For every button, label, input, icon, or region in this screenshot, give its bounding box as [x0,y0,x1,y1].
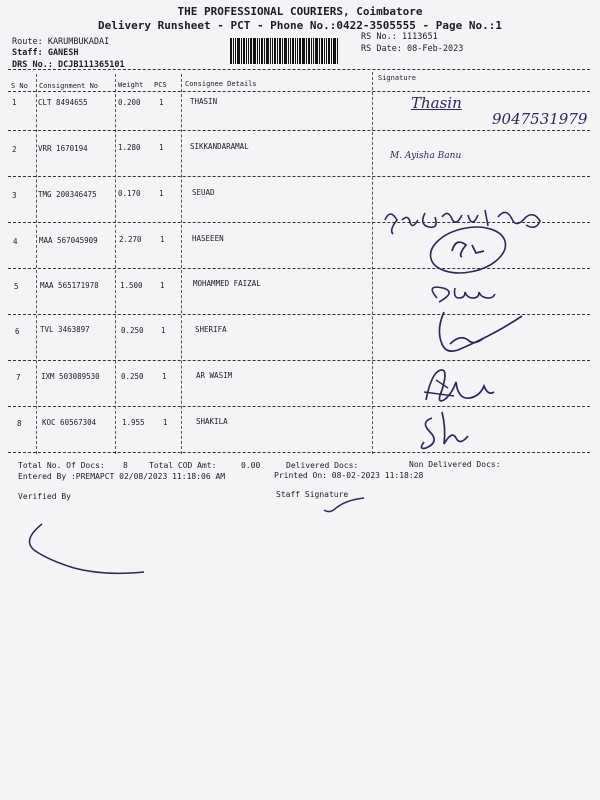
entered-by: Entered By :PREMAPCT 02/08/2023 11:18:06 AM [18,472,226,481]
barcode-bar [243,38,245,64]
row-weight: 0.200 [118,98,141,107]
row-weight: 1.280 [118,143,141,152]
barcode-bar [241,38,242,64]
row7-signature [420,362,500,408]
row-sno: 7 [16,373,21,382]
row-consignment: VRR 1670194 [38,144,88,153]
barcode-bar [308,38,310,64]
row-consignment: TVL 3463897 [40,325,90,334]
row-sno: 5 [14,282,19,291]
row2-handwritten-name: M. Ayisha Banu [390,151,462,161]
row-consignment: TMG 200346475 [38,190,97,199]
row-weight: 1.500 [120,281,143,290]
delivered-docs-label: Delivered Docs: [286,461,359,470]
row-consignment: MAA 567045909 [39,236,98,245]
barcode-bar [306,38,307,64]
row-consignee: SHAKILA [196,417,228,426]
row1-handwritten-phone: 9047531979 [492,110,588,128]
route-label: Route: KARUMBUKADAI [12,37,110,47]
col-consignee: Consignee Details [185,80,257,88]
row-pcs: 1 [160,235,165,244]
row-consignee: MOHAMMED FAIZAL [193,279,261,288]
barcode-bar [319,38,320,64]
company-title: THE PROFESSIONAL COURIERS, Coimbatore [177,5,423,18]
row-consignment: IXM 503089530 [41,372,100,381]
total-docs-label: Total No. Of Docs: [18,461,105,470]
barcode-bar [333,38,336,64]
barcode-bar [257,38,258,64]
barcode-bar [282,38,283,64]
row3-4-signature [380,195,590,285]
barcode-bar [279,38,281,64]
barcode-bar [324,38,325,64]
row-pcs: 1 [163,418,168,427]
rs-date-label: RS Date: 08-Feb-2023 [361,44,464,54]
barcode [230,38,354,64]
row-pcs: 1 [160,281,165,290]
row5-signature [425,280,515,310]
rs-no-label: RS No.: 1113651 [361,32,438,42]
barcode-bar [331,38,332,64]
barcode-bar [315,38,318,64]
barcode-bar [253,38,256,64]
row-sno: 1 [12,98,17,107]
row-consignment: KOC 60567304 [42,418,97,427]
staff-signature [320,494,370,516]
row-consignment: CLT 8494655 [38,98,88,107]
barcode-bar [295,38,296,64]
row-sno: 8 [17,419,22,428]
barcode-bar [297,38,298,64]
row-sno: 6 [15,327,20,336]
barcode-bar [248,38,249,64]
row-weight: 2.270 [119,235,142,244]
row-pcs: 1 [159,98,164,107]
barcode-bar [284,38,287,64]
barcode-bar [235,38,236,64]
barcode-bar [277,38,278,64]
row-pcs: 1 [162,372,167,381]
row-consignee: AR WASIM [196,371,233,380]
runsheet-subtitle: Delivery Runsheet - PCT - Phone No.:0422-3505555 - Page No.:1 [98,19,502,32]
total-cod-value: 0.00 [241,461,261,470]
barcode-bar [313,38,314,64]
printed-on: Printed On: 08-02-2023 11:18:28 [274,471,424,480]
barcode-bar [274,38,276,64]
barcode-bar [292,38,294,64]
barcode-bar [288,38,289,64]
barcode-bar [270,38,271,64]
verified-by-label: Verified By [18,492,71,501]
barcode-bar [337,38,338,64]
row-consignee: SHERIFA [195,325,227,334]
row-consignee: SIKKANDARAMAL [190,142,249,151]
barcode-bar [326,38,327,64]
row-consignee: HASEEEN [192,234,224,243]
barcode-bar [311,38,312,64]
col-pcs: PCS [154,81,167,89]
staff-signature-label: Staff Signature [276,490,349,499]
row-weight: 0.250 [121,372,144,381]
col-signature: Signature [378,74,416,82]
row-sno: 3 [12,191,17,200]
barcode-bar [272,38,273,64]
row-consignee: SEUAD [192,188,215,197]
row-pcs: 1 [159,189,164,198]
barcode-bar [290,38,291,64]
barcode-bar [264,38,265,64]
col-consignment: Consignment No [39,82,99,90]
row-weight: 1.955 [122,418,145,427]
drs-label: DRS No.: DCJB111365101 [12,60,125,70]
barcode-bar [250,38,252,64]
total-docs-value: 8 [123,461,128,470]
barcode-bar [233,38,234,64]
barcode-bar [328,38,330,64]
row6-signature [432,308,532,360]
row-sno: 2 [12,145,17,154]
col-weight: Weight [118,81,144,89]
row-pcs: 1 [161,326,166,335]
row-pcs: 1 [159,143,164,152]
row-consignment: MAA 565171978 [40,281,99,290]
row8-signature [418,408,478,452]
staff-label: Staff: GANESH [12,48,79,58]
barcode-bar [230,38,232,64]
barcode-bar [321,38,323,64]
row1-handwritten-name: Thasin [411,94,462,112]
row-consignee: THASIN [190,97,218,106]
row-weight: 0.170 [118,189,141,198]
non-delivered-docs-label: Non Delivered Docs: [409,460,501,469]
row-weight: 0.250 [121,326,144,335]
barcode-bar [246,38,247,64]
barcode-bar [259,38,260,64]
barcode-bar [237,38,240,64]
row-sno: 4 [13,237,18,246]
barcode-bar [261,38,263,64]
col-sno: S No [11,82,28,90]
verified-signature [20,518,150,578]
barcode-bar [266,38,269,64]
total-cod-label: Total COD Amt: [149,461,217,470]
barcode-bar [299,38,301,64]
barcode-bar [302,38,305,64]
